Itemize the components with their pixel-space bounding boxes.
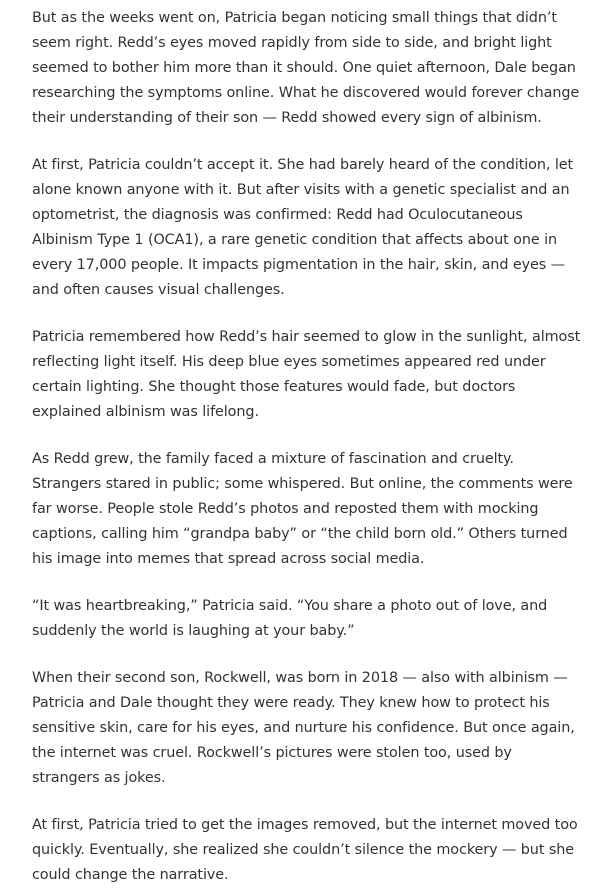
paragraph-7: At first, Patricia tried to get the images removed, but the internet moved too quickly. Eventually, she realized she couldn’t silence the mockery — but she could change the narrative.: [32, 817, 578, 883]
paragraph-2: At first, Patricia couldn’t accept it. She had barely heard of the condition, let alone known anyone with it. But after visits with a genetic specialist and an optometrist, the diagnosis was confirmed: Redd had Oculocutaneous Albinism Type 1 (OCA1), a rare genetic condition that affects about one in every 17,000 people. It impacts pigmentation in the hair, skin, and eyes — and often causes visual challenges.: [32, 157, 574, 298]
paragraph-5: “It was heartbreaking,” Patricia said. “You share a photo out of love, and suddenly the world is laughing at your baby.”: [32, 598, 548, 639]
paragraph-1: But as the weeks went on, Patricia began noticing small things that didn’t seem right. Redd’s eyes moved rapidly from side to side, and bright light seemed to bother him more than it should. One quiet afternoon, Dale began researching the symptoms online. What he discovered would forever change their understanding of their son — Redd showed every sign of albinism.: [32, 10, 580, 126]
paragraph-3: Patricia remembered how Redd’s hair seemed to glow in the sunlight, almost reflecting light itself. His deep blue eyes sometimes appeared red under certain lighting. She thought those features would fade, but doctors explained albinism was lifelong.: [32, 329, 581, 420]
paragraph-6: When their second son, Rockwell, was born in 2018 — also with albinism — Patricia and Dale thought they were ready. They knew how to protect his sensitive skin, care for his eyes, and nurture his confidence. But once again, the internet was cruel. Rockwell’s pictures were stolen too, used by strangers as jokes.: [32, 670, 575, 786]
paragraph-4: As Redd grew, the family faced a mixture of fascination and cruelty. Strangers stared in public; some whispered. But online, the comments were far worse. People stole Redd’s photos and reposted them with mocking captions, calling him “grandpa baby” or “the child born old.” Others turned his image into memes that spread across social media.: [32, 451, 573, 567]
